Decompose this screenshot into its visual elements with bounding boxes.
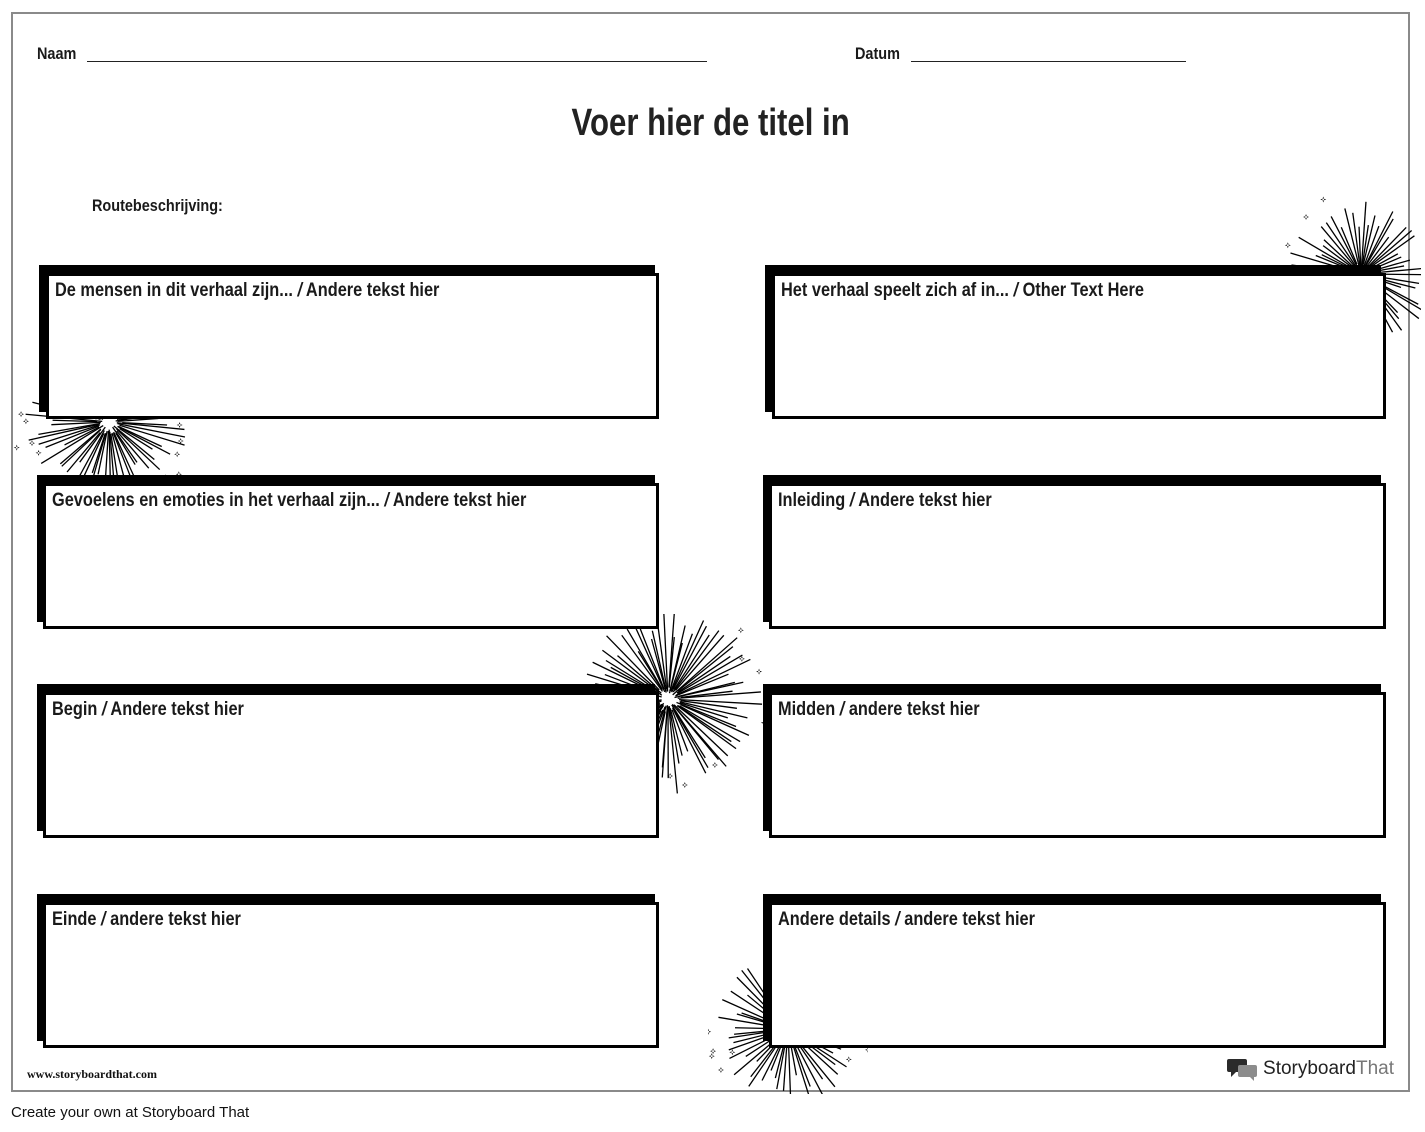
worksheet [11, 12, 1410, 1092]
text-box-middle[interactable] [769, 692, 1386, 838]
text-box-feelings[interactable] [43, 483, 659, 629]
box-label: Gevoelens en emoties in het verhaal zijn... / Andere tekst hier [52, 490, 527, 511]
text-box-setting[interactable] [772, 273, 1386, 419]
text-box-introduction[interactable] [769, 483, 1386, 629]
storyboardthat-logo[interactable] [1227, 1057, 1394, 1081]
text-box-ending[interactable] [43, 902, 659, 1048]
speech-bubbles-icon [1227, 1057, 1259, 1081]
box-label: De mensen in dit verhaal zijn... / Andere tekst hier [55, 280, 440, 301]
box-label: Andere details / andere tekst hier [778, 909, 1036, 930]
box-label: Inleiding / Andere tekst hier [778, 490, 992, 511]
text-box-people[interactable] [46, 273, 659, 419]
name-line[interactable] [87, 61, 707, 62]
name-label: Naam [37, 44, 77, 63]
text-box-beginning[interactable] [43, 692, 659, 838]
title-wrap [13, 102, 1408, 145]
page-title[interactable]: Voer hier de titel in [571, 102, 850, 144]
text-box-other-details[interactable] [769, 902, 1386, 1048]
box-label: Midden / andere tekst hier [778, 699, 980, 720]
footer-url[interactable]: www.storyboardthat.com [27, 1067, 157, 1081]
box-label: Einde / andere tekst hier [52, 909, 241, 930]
credit-line[interactable]: Create your own at Storyboard That [11, 1104, 250, 1121]
box-label: Begin / Andere tekst hier [52, 699, 244, 720]
logo-text: StoryboardThat [1263, 1058, 1394, 1079]
date-line[interactable] [911, 61, 1186, 62]
directions-label: Routebeschrijving: [92, 196, 223, 215]
date-label: Datum [855, 44, 900, 63]
box-label: Het verhaal speelt zich af in... / Other Text Here [781, 280, 1144, 301]
